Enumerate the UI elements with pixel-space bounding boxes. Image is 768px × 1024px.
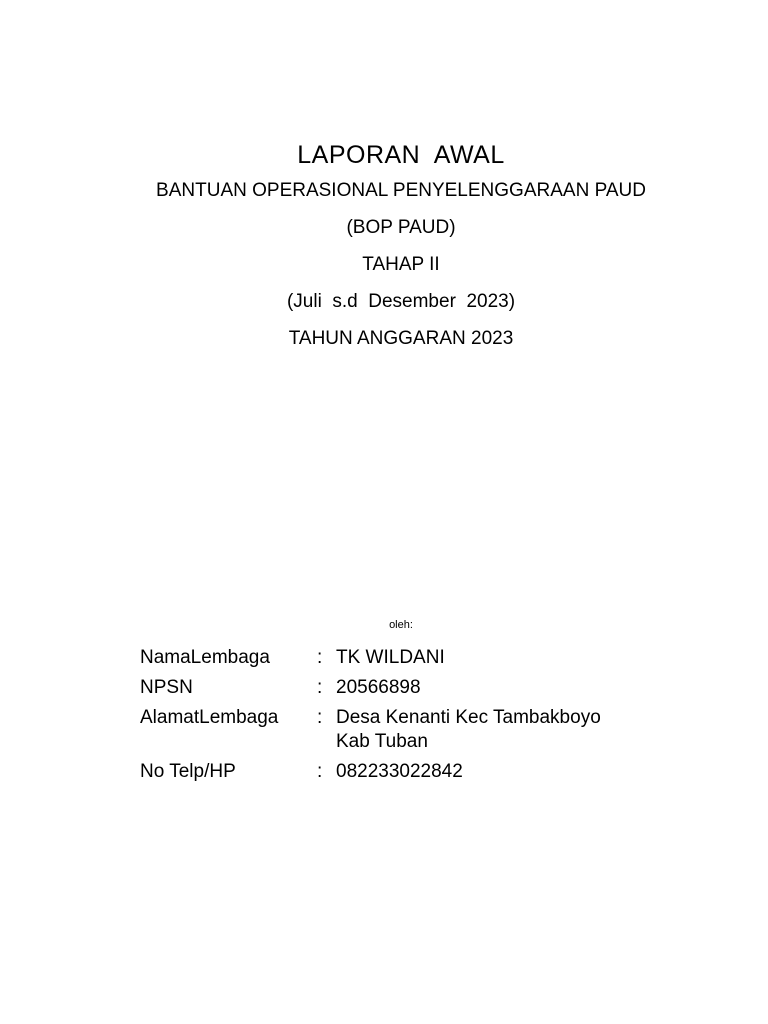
info-row-address <box>140 706 636 754</box>
info-row-phone <box>140 760 636 784</box>
info-label: NPSN <box>140 677 193 698</box>
info-row-npsn <box>140 676 636 700</box>
info-separator: : <box>317 761 323 782</box>
info-separator: : <box>317 677 323 698</box>
info-label: AlamatLembaga <box>140 707 279 728</box>
info-label: NamaLembaga <box>140 647 270 668</box>
institution-info <box>140 646 636 784</box>
stage-label: TAHAP II <box>362 254 440 275</box>
info-value: 082233022842 <box>336 761 463 782</box>
budget-year-label: TAHUN ANGGARAN 2023 <box>288 328 514 349</box>
period-label: (Juli s.d Desember 2023) <box>286 291 516 312</box>
program-name: BANTUAN OPERASIONAL PENYELENGGARAAN PAUD <box>156 180 646 201</box>
info-value: 20566898 <box>336 677 421 698</box>
info-separator: : <box>317 707 323 728</box>
by-label: oleh: <box>389 619 413 631</box>
info-row-name <box>140 646 636 670</box>
report-title: LAPORAN AWAL <box>297 141 505 169</box>
info-value: TK WILDANI <box>336 647 445 668</box>
info-separator: : <box>317 647 323 668</box>
program-abbreviation: (BOP PAUD) <box>346 217 456 238</box>
info-label: No Telp/HP <box>140 761 236 782</box>
cover-title-block <box>0 138 768 357</box>
info-value: Desa Kenanti Kec Tambakboyo Kab Tuban <box>336 707 601 752</box>
